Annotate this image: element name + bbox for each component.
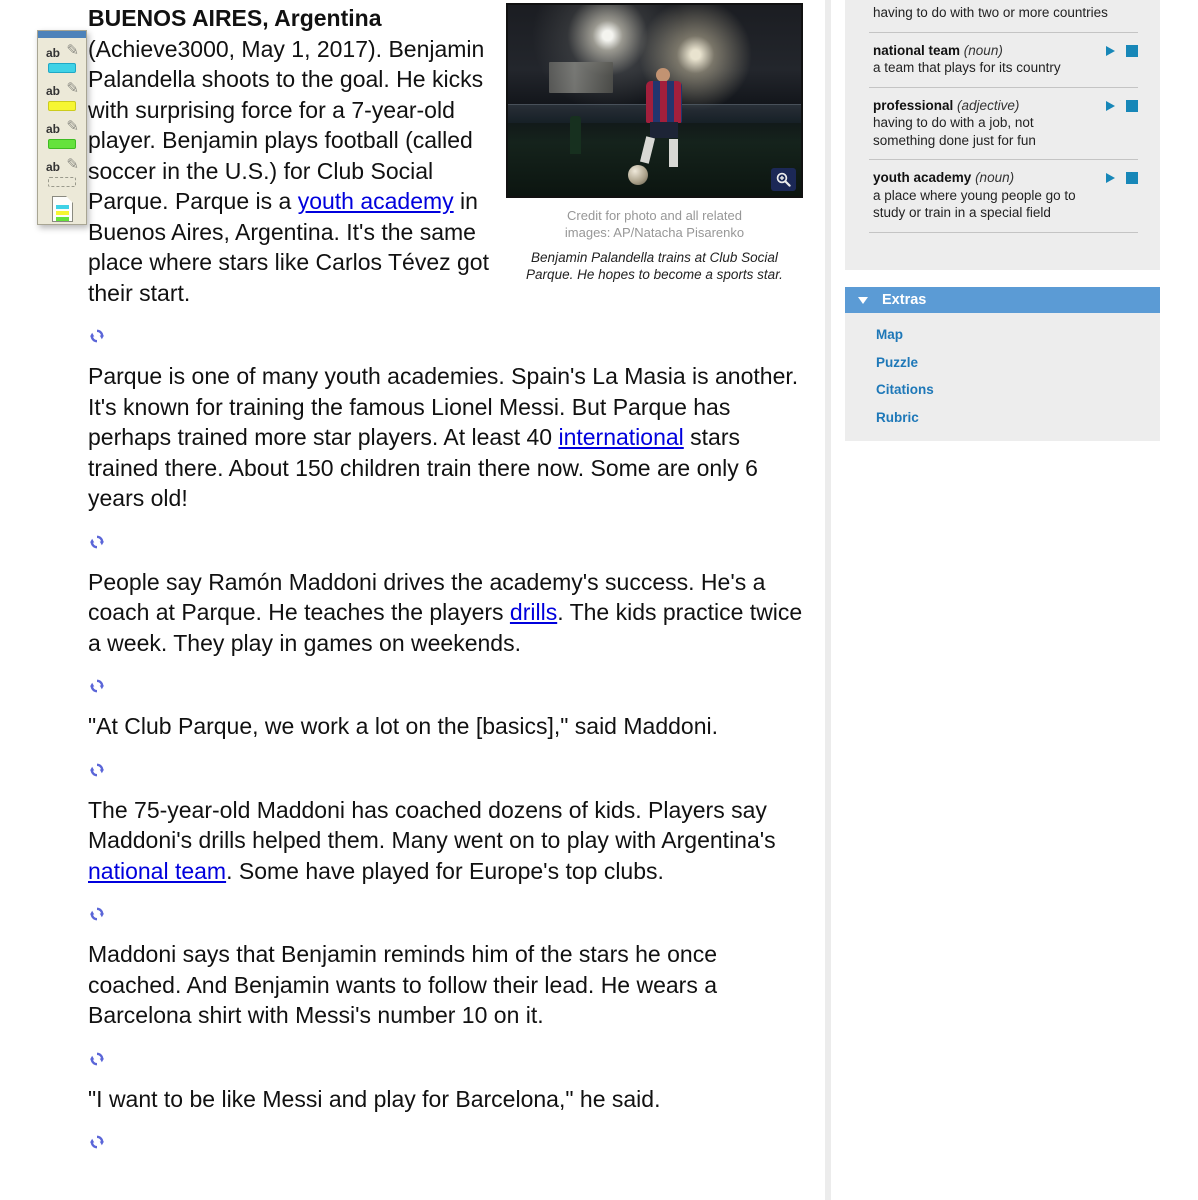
article-photo[interactable] — [506, 3, 803, 198]
stop-audio-icon[interactable] — [1126, 100, 1138, 112]
article-paragraph: People say Ramón Maddoni drives the academy's success. He's a coach at Parque. He teaches the players drills. The kids practice twice a week. They play in games on weekends. — [88, 568, 803, 656]
vocab-link[interactable]: national team — [88, 857, 227, 884]
paragraph-refresh-button[interactable] — [90, 679, 803, 693]
paragraph-refresh-button[interactable] — [90, 763, 803, 777]
extras-panel — [845, 287, 1160, 441]
pencil-icon: ✎ — [66, 118, 79, 135]
vocab-headword-row — [873, 42, 1098, 60]
vocab-part-of-speech: (noun) — [975, 170, 1015, 185]
vocab-part-of-speech: (noun) — [963, 42, 1003, 58]
vocab-entry — [873, 97, 1138, 150]
pencil-icon: ✎ — [66, 156, 79, 173]
highlighter-remove-button[interactable] — [43, 157, 81, 190]
vocab-headword-row — [873, 169, 1098, 187]
highlight-color-bar — [48, 177, 76, 187]
extras-body — [845, 313, 1160, 441]
highlight-summary-button[interactable] — [52, 196, 73, 222]
vocab-definition: having to do with two or more countries — [873, 5, 1108, 20]
paragraph-refresh-button[interactable] — [90, 1135, 803, 1149]
magnifier-plus-icon — [775, 171, 792, 188]
sidebar — [845, 0, 1160, 1200]
vocab-word: national team — [873, 42, 961, 58]
photo-credit: Credit for photo and all related images: AP/Natacha Pisarenko — [564, 208, 745, 240]
doc-stripe-cyan — [56, 205, 69, 209]
vocab-definition: a team that plays for its country — [873, 60, 1061, 75]
paragraph-refresh-button[interactable] — [90, 535, 803, 549]
photo-player-sock — [669, 139, 678, 167]
vocab-link[interactable]: youth academy — [297, 188, 454, 214]
highlighter-glyph: ab ✎ — [46, 118, 79, 136]
refresh-icon — [90, 763, 104, 777]
article-paragraph: BUENOS AIRES, Argentina (Achieve3000, May 1, 2017). Benjamin Palandella shoots to the goal. He kicks with surprising force for a 7-year-old player. Benjamin plays football (called soccer in the U.S.) for Club Social Parque. Parque is a youth academy in Buenos Aires, Argentina. It's the same place where stars like Carlos Tévez got their start. — [88, 5, 489, 306]
stop-audio-icon[interactable] — [1126, 45, 1138, 57]
stop-audio-icon[interactable] — [1126, 172, 1138, 184]
extras-link-puzzle[interactable]: Puzzle — [876, 354, 919, 370]
vocab-word: professional — [873, 97, 954, 113]
article-paragraph: The 75-year-old Maddoni has coached dozens of kids. Players say Maddoni's drills helped them. Many went on to play with Argentina's national team. Some have played for Europe's top clubs. — [88, 796, 776, 884]
highlight-color-bar — [48, 101, 76, 111]
highlight-color-bar — [48, 139, 76, 149]
highlighter-yellow-button[interactable] — [43, 81, 81, 114]
highlighter-glyph: ab ✎ — [46, 156, 79, 174]
article-paragraph: Parque is one of many youth academies. Spain's La Masia is another. It's known for training the famous Lionel Messi. But Parque has perhaps trained more star players. At least 40 international stars trained there. About 150 children train there now. Some are only 6 years old! — [88, 363, 799, 511]
photo-caption: Benjamin Palandella trains at Club Social Parque. He hopes to become a sports star. — [526, 250, 783, 282]
article-title: BUENOS AIRES, Argentina — [88, 5, 382, 31]
vocab-headword-row — [873, 97, 1098, 115]
pencil-icon: ✎ — [66, 42, 79, 59]
paragraph-refresh-button[interactable] — [90, 907, 803, 921]
extras-header[interactable] — [845, 287, 1160, 313]
photo-soccer-ball — [628, 165, 648, 185]
play-audio-icon[interactable] — [1106, 46, 1115, 56]
extras-title: Extras — [882, 292, 927, 308]
vocab-entry — [873, 4, 1138, 22]
photo-background-child — [570, 116, 582, 154]
divider — [869, 32, 1138, 33]
highlight-color-bar — [48, 63, 76, 73]
article-paragraph: Maddoni says that Benjamin reminds him of the stars he once coached. And Benjamin wants to follow their lead. He wears a Barcelona shirt with Messi's number 10 on it. — [88, 941, 718, 1028]
vocab-entry — [873, 169, 1138, 222]
highlighter-glyph: ab ✎ — [46, 80, 79, 98]
refresh-icon — [90, 907, 104, 921]
extras-link-citations[interactable]: Citations — [876, 382, 934, 397]
photo-player-shorts — [650, 122, 678, 138]
paragraph-refresh-button[interactable] — [90, 1052, 803, 1066]
photo-zoom-button[interactable] — [771, 168, 796, 191]
divider — [869, 159, 1138, 160]
vocab-part-of-speech: (adjective) — [957, 97, 1020, 113]
article-paragraph: "I want to be like Messi and play for Barcelona," he said. — [88, 1085, 661, 1112]
highlighter-glyph: ab ✎ — [46, 42, 79, 60]
refresh-icon — [90, 535, 104, 549]
vocab-link[interactable]: drills — [509, 599, 558, 625]
photo-wall-banner — [549, 62, 613, 93]
photo-player — [656, 68, 670, 82]
toolbar-titlebar[interactable] — [38, 31, 86, 38]
refresh-icon — [90, 329, 104, 343]
vocab-link[interactable]: international — [558, 424, 684, 450]
highlighter-toolbar — [37, 30, 87, 225]
vocab-word: youth academy — [873, 170, 972, 185]
extras-link-map[interactable]: Map — [876, 327, 903, 342]
refresh-icon — [90, 1135, 104, 1149]
vocab-definition: a place where young people go to study or train in a special field — [873, 187, 1076, 220]
highlighter-green-button[interactable] — [43, 119, 81, 152]
photo-player-sock — [640, 136, 655, 163]
vocab-entry — [873, 42, 1138, 77]
chevron-down-icon — [858, 297, 868, 304]
refresh-icon — [90, 1052, 104, 1066]
article-scrollbar[interactable] — [825, 0, 831, 1200]
article-paragraph: "At Club Parque, we work a lot on the [basics]," said Maddoni. — [88, 713, 718, 739]
play-audio-icon[interactable] — [1106, 173, 1115, 183]
article-photo-figure — [506, 3, 803, 283]
play-audio-icon[interactable] — [1106, 101, 1115, 111]
divider — [869, 87, 1138, 88]
vocabulary-panel — [845, 0, 1160, 270]
extras-link-rubric[interactable]: Rubric — [876, 409, 919, 425]
doc-stripe-yellow — [56, 211, 69, 215]
vocab-definition: having to do with a job, not something done just for fun — [873, 115, 1036, 148]
highlighter-cyan-button[interactable] — [43, 43, 81, 76]
paragraph-refresh-button[interactable] — [90, 329, 803, 343]
refresh-icon — [90, 679, 104, 693]
pencil-icon: ✎ — [66, 80, 79, 97]
photo-player-shirt — [646, 81, 682, 123]
divider — [869, 232, 1138, 233]
doc-stripe-green — [56, 217, 69, 221]
